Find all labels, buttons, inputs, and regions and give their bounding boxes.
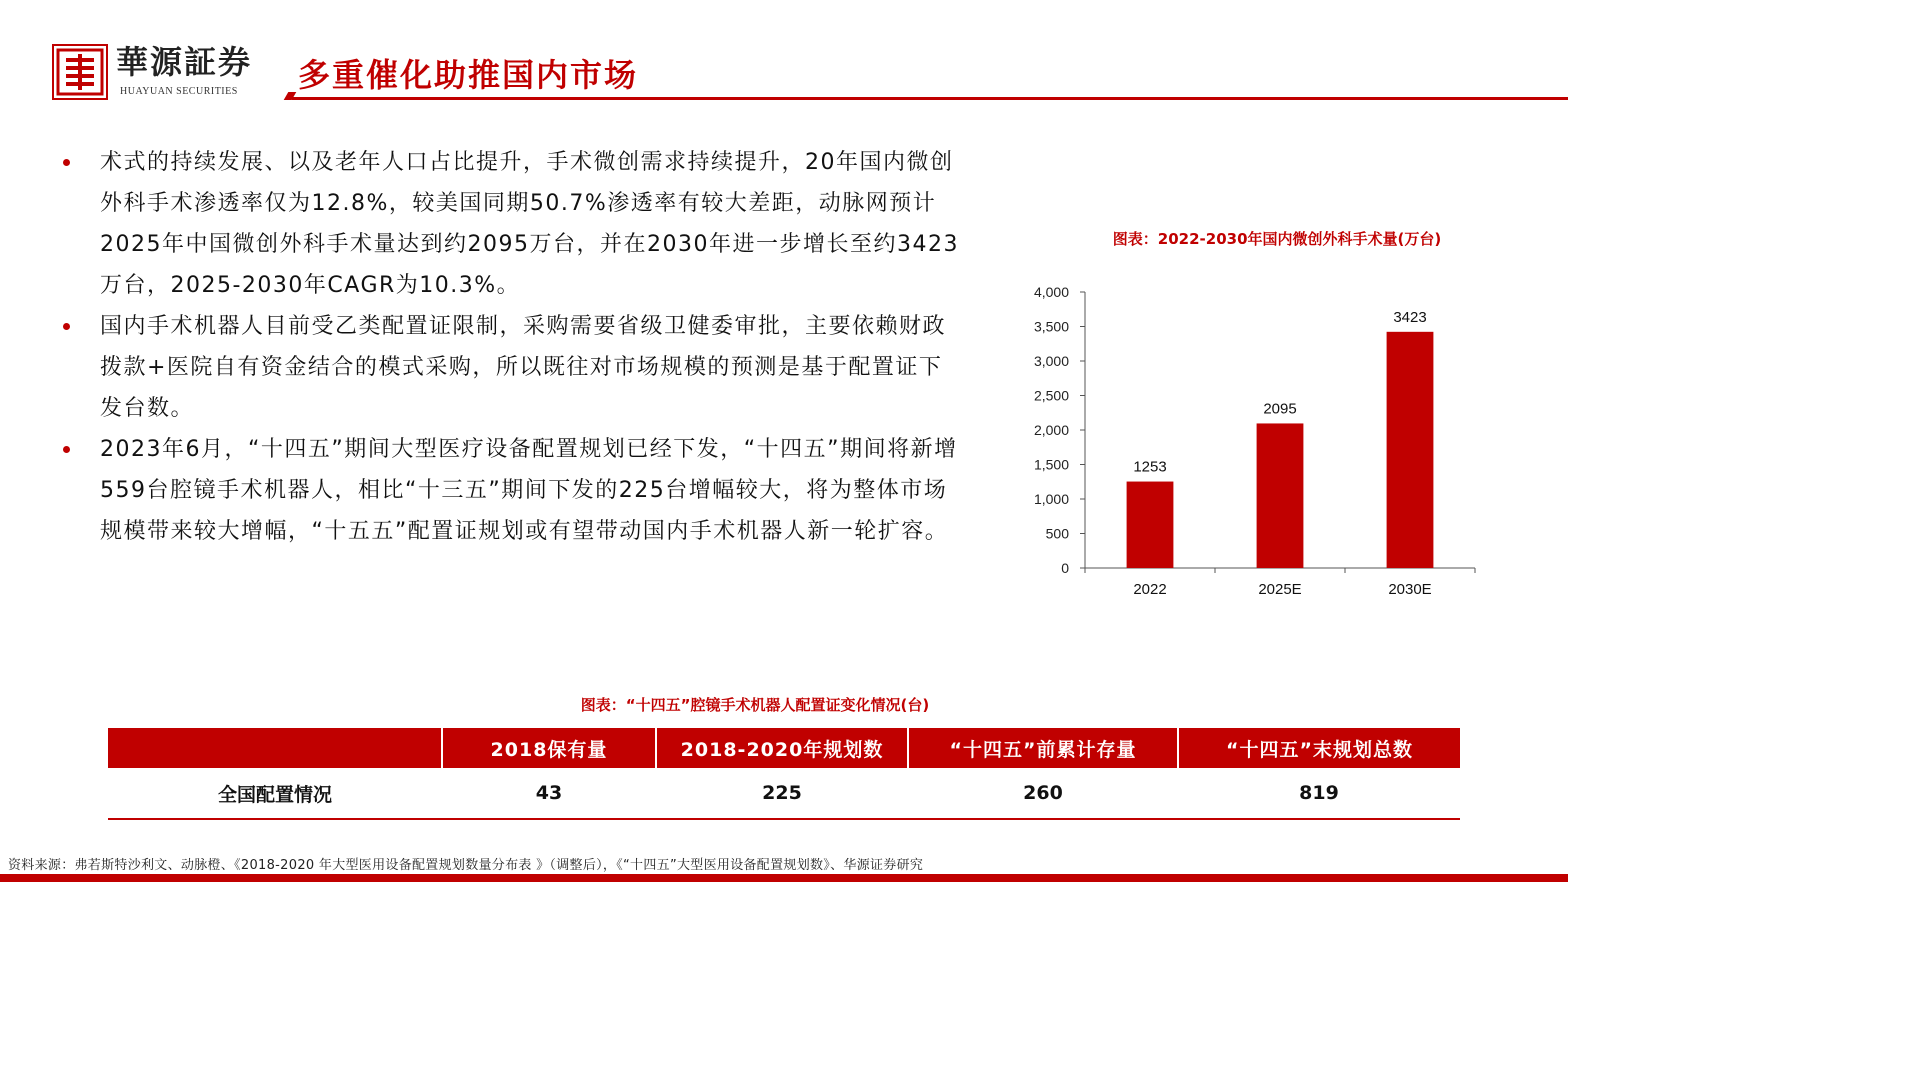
- y-tick-label: 1,500: [1033, 456, 1069, 473]
- brand-name-cn: 華源証券: [116, 43, 253, 81]
- y-tick-label: 1,000: [1033, 491, 1069, 507]
- bar-data-label: 3423: [1393, 308, 1427, 326]
- table-header-cell: 2018-2020年规划数: [656, 728, 908, 768]
- bullet-item: 术式的持续发展、以及老年人口占比提升，手术微创需求持续提升，20年国内微创外科手术渗透率仅为12.8%，较美国同期50.7%渗透率有较大差距，动脉网预计2025年中国微创外科手术量达到约2095万台，并在2030年进一步增长至约3423万台，2025-2030年CAGR为10.3%。: [60, 142, 960, 306]
- table-title: 图表：“十四五”腔镜手术机器人配置证变化情况(台): [580, 696, 930, 714]
- page-title: 多重催化助推国内市场: [298, 56, 639, 94]
- chart-title: 图表：2022-2030年国内微创外科手术量(万台): [1112, 230, 1442, 248]
- bullet-list: [60, 142, 960, 552]
- y-tick-label: 0: [1061, 560, 1069, 576]
- y-tick-label: 2,000: [1033, 422, 1069, 438]
- bar-2025E: [1257, 423, 1304, 568]
- bar-chart: [1015, 280, 1515, 610]
- x-tick-label: 2025E: [1258, 581, 1302, 598]
- table-header-cell: 2018保有量: [442, 728, 656, 768]
- table-cell: 43: [535, 782, 563, 804]
- bar-data-label: 1253: [1133, 458, 1167, 476]
- table-cell: 819: [1299, 782, 1339, 804]
- table-header-row: [108, 728, 1460, 768]
- brand-name-en: HUAYUAN SECURITIES: [120, 86, 238, 97]
- table-header-cell: [108, 728, 442, 768]
- huayuan-logo-icon: [52, 44, 108, 100]
- bar-2022: [1127, 482, 1174, 568]
- bullet-item: 2023年6月，“十四五”期间大型医疗设备配置规划已经下发，“十四五”期间将新增559台腔镜手术机器人，相比“十三五”期间下发的225台增幅较大，将为整体市场规模带来较大增幅，“十五五”配置证规划或有望带动国内手术机器人新一轮扩容。: [60, 429, 960, 552]
- y-tick-label: 4,000: [1033, 284, 1069, 300]
- bar-data-label: 2095: [1263, 400, 1297, 418]
- config-table: [108, 728, 1460, 820]
- table-row-label: 全国配置情况: [217, 783, 332, 806]
- table-header-cell: “十四五”前累计存量: [908, 728, 1178, 768]
- table-row: [108, 768, 1460, 819]
- footer-bar: [0, 874, 1568, 882]
- title-underline: [292, 97, 1568, 100]
- table-cell: 260: [1023, 782, 1063, 804]
- y-tick-label: 500: [1045, 525, 1069, 542]
- source-note: 资料来源：弗若斯特沙利文、动脉橙、《2018-2020 年大型医用设备配置规划数量分布表 》（调整后），《“十四五”大型医用设备配置规划数》、华源证券研究: [8, 858, 924, 873]
- bar-2030E: [1387, 332, 1434, 568]
- y-tick-label: 2,500: [1033, 387, 1069, 404]
- table-cell: 225: [762, 782, 802, 804]
- y-tick-label: 3,000: [1033, 353, 1069, 369]
- x-tick-label: 2030E: [1388, 581, 1432, 598]
- table-header-cell: “十四五”末规划总数: [1178, 728, 1460, 768]
- y-tick-label: 3,500: [1033, 318, 1069, 335]
- x-tick-label: 2022: [1133, 581, 1167, 598]
- bullet-item: 国内手术机器人目前受乙类配置证限制，采购需要省级卫健委审批，主要依赖财政拨款+医院自有资金结合的模式采购，所以既往对市场规模的预测是基于配置证下发台数。: [60, 306, 960, 429]
